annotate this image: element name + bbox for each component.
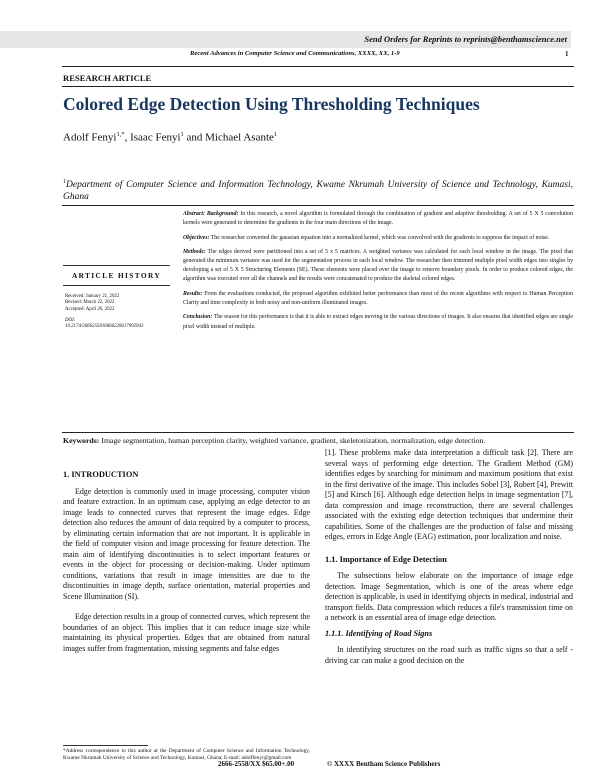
paragraph: In identifying structures on the road such as traffic signs so that a self - driving car can make a good decision on the bbox=[325, 645, 573, 665]
paragraph: The subsections below elaborate on the importance of image edge detection. Image Segmentation, which is one of the areas where edge detection is applicable, is used in identifying objects in medical, industrial and transport fields. Data compression which reduces a file's transmission time on a network is an essential area of image edge detection. bbox=[325, 571, 573, 622]
reprints-banner: Send Orders for Reprints to reprints@benthamscience.net bbox=[0, 31, 571, 48]
author-affil-mark: 1 bbox=[273, 131, 278, 138]
doi-label: DOI: bbox=[65, 317, 76, 323]
author-name: Michael Asante bbox=[205, 131, 274, 144]
abstract-conclusion: Conclusion: The reason for this performance is that it is able to extract edges moving in the various directions of images. It also ensures that identified edges are single pixel width instead of multiple. bbox=[183, 314, 573, 330]
copyright: © XXXX Bentham Science Publishers bbox=[327, 760, 441, 768]
title-rule bbox=[62, 86, 574, 87]
section-heading: 1. INTRODUCTION bbox=[63, 470, 139, 479]
abstract-bottom-rule bbox=[62, 432, 574, 433]
paragraph: Edge detection results in a group of connected curves, which represent the boundaries of an object. This implies that it can reduce image size while maintaining its physical properties. Edges that are obtained from natural images suffer from fragmentation, missing segments and false edges bbox=[63, 612, 310, 653]
running-head: Recent Advances in Computer Science and Communications, XXXX, XX, 1-9 bbox=[190, 50, 400, 57]
footnote-rule bbox=[63, 745, 148, 746]
abstract-background: Abstract: Background: In this research, a novel algorithm is formulated through the combination of gradient and adaptive thresholding. A set of 5 X 5 convolution kernels were generated to determine the gradients in the four main directions of the image. bbox=[183, 211, 573, 227]
paragraph: Edge detection is commonly used in image processing, computer vision and feature extraction. In an optimum case, applying an edge detector to an image leads to connected curves that represent the image edges. Edge detection also reduces the amount of data required by a computer to process, by eliminating certain information that are not important. It is applicable in the field of computer vision and image processing for feature detection. The main aim of identifying discontinuities is to select important features or events in the object for processing or decision-making. Under optimum conditions, variations that result in image intensities are due to the discontinuities in image depth, surface orientation, material properties and Scene Illumination (SI). bbox=[63, 486, 310, 601]
subsubsection-heading: 1.1.1. Identifying of Road Signs bbox=[325, 628, 433, 638]
abstract-objectives: Objectives: The researcher converted the gaussian equation into a normalized kernel, which was convolved with the gradients to suppress the impact of noise. bbox=[183, 234, 550, 241]
header-rule bbox=[62, 66, 574, 67]
accepted-date: Accepted: April 26, 2022 bbox=[65, 306, 115, 312]
abstract-results: Results: From the evaluations conducted, the proposed algorithm exhibited better performance than most of the recent algorithms with respect to Human Perception Clarity and time complexity in both noisy and non-uniform illuminated images. bbox=[183, 290, 573, 306]
affiliation: $^1$Department of Computer Science and Information Technology, Kwame Nkrumah University of Science and Technology, Kumasi, Ghana bbox=[63, 179, 573, 203]
article-history-title: ARTICLE HISTORY bbox=[63, 265, 170, 286]
keywords: Keywords: Image segmentation, human perception clarity, weighted variance, gradient, skeletonization, normalization, edge detection. bbox=[63, 436, 486, 445]
body-column-left bbox=[63, 470, 310, 654]
abstract bbox=[183, 210, 573, 337]
subsection-heading: 1.1. Importance of Edge Detection bbox=[325, 554, 447, 564]
correspondence-footnote: *Address correspondence to this author at the Department of Computer Science and Information Technology, Kwame Nkrumah University of Science and Technology, Kumasi, Ghana; E-mail: adolffenyi@gmail.com bbox=[63, 748, 310, 762]
body-column-right bbox=[325, 448, 573, 666]
author-affil-mark: 1 bbox=[180, 131, 184, 138]
doi-link[interactable]: 10.2174/2666255816666220617092943 bbox=[65, 324, 144, 330]
page-number: 1 bbox=[565, 50, 569, 58]
article-history bbox=[63, 265, 170, 330]
paper-title: Colored Edge Detection Using Thresholding Techniques bbox=[63, 94, 480, 114]
paragraph: [1]. These problems make data interpretation a difficult task [2]. There are several ways of performing edge detection. The Gradient Method (GM) identifies edges by searching for minimum and maximum positions that exist in the first derivative of the image. This includes Sobel [3], Robert [4], Prewitt [5] and Kirsch [6]. Although edge detection helps in image segmentation [7], data compression and image reconstruction, there are several challenges associated with the existing edge detection techniques that undermine their capabilities. Some of the challenges are the production of false and missing edges, errors in Edge Angle (EAG) estimation, poor localization and noise. bbox=[325, 448, 573, 541]
issn-price: 2666-2558/XX $65.00+.00 bbox=[218, 760, 295, 768]
article-type: RESEARCH ARTICLE bbox=[63, 73, 152, 83]
author-list: Adolf Fenyi$^{1,*}$, Isaac Fenyi$^1$ and Michael Asante$^1$ bbox=[63, 131, 278, 144]
abstract-methods: Methods: The edges derived were partitioned into a set of 5 x 5 matrices. A weighted variance was calculated for each local window in the image. The pixel that generated the minimum variance was used for the segmentation process in each local window. The researcher then trimmed multiple pixel width edges into singles by developing a set of 5 X 5 Structuring Elements (SE). These elements were placed over the image to remove boundary pixels. In order to produce colored edges, the algorithm was executed over all the channels and the results were concatenated to produce the skeletal colored edges. bbox=[183, 249, 573, 283]
author-affil-mark: 1,* bbox=[116, 131, 125, 138]
received-date: Received: January 21, 2022 bbox=[65, 294, 120, 299]
abstract-top-rule bbox=[62, 205, 574, 206]
author-name: Adolf Fenyi bbox=[63, 131, 117, 144]
revised-date: Revised: March 22, 2022 bbox=[65, 300, 115, 306]
author-name: Isaac Fenyi bbox=[130, 131, 181, 144]
